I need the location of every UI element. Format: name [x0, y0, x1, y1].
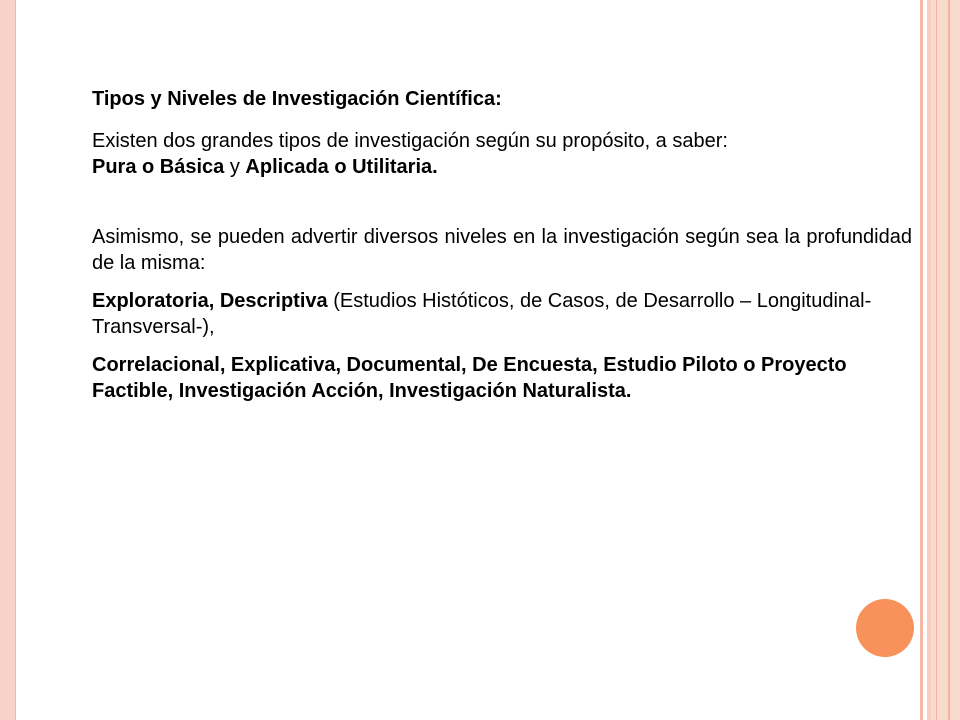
paragraph-levels-intro: Asimismo, se pueden advertir diversos niveles en la investigación según sea la profundidad de la misma: — [92, 226, 912, 274]
paragraph-types — [92, 128, 912, 180]
right-border-line — [936, 0, 937, 720]
paragraph-levels-1 — [92, 288, 912, 340]
types-conjunction: y — [224, 156, 246, 178]
orange-circle-decoration — [856, 599, 914, 657]
type-applied: Aplicada o Utilitaria. — [245, 156, 438, 178]
types-intro: Existen dos grandes tipos de investigación según su propósito, a saber: — [92, 130, 728, 152]
slide-content — [92, 86, 912, 404]
right-border-stripe — [920, 0, 923, 720]
paragraph-levels-2: Correlacional, Explicativa, Documental, De Encuesta, Estudio Piloto o Proyecto Factible, Investigación Acción, Investigación Naturalista. — [92, 354, 847, 402]
type-pure: Pura o Básica — [92, 156, 225, 178]
levels-bold: Exploratoria, Descriptiva — [92, 290, 328, 312]
slide-title: Tipos y Niveles de Investigación Científica: — [92, 88, 502, 110]
right-border-line — [948, 0, 950, 720]
left-border-decoration — [0, 0, 16, 720]
levels-detail: (Estudios Históticos, de Casos, de Desarrollo – Longitudinal-Transversal-), — [92, 290, 872, 338]
